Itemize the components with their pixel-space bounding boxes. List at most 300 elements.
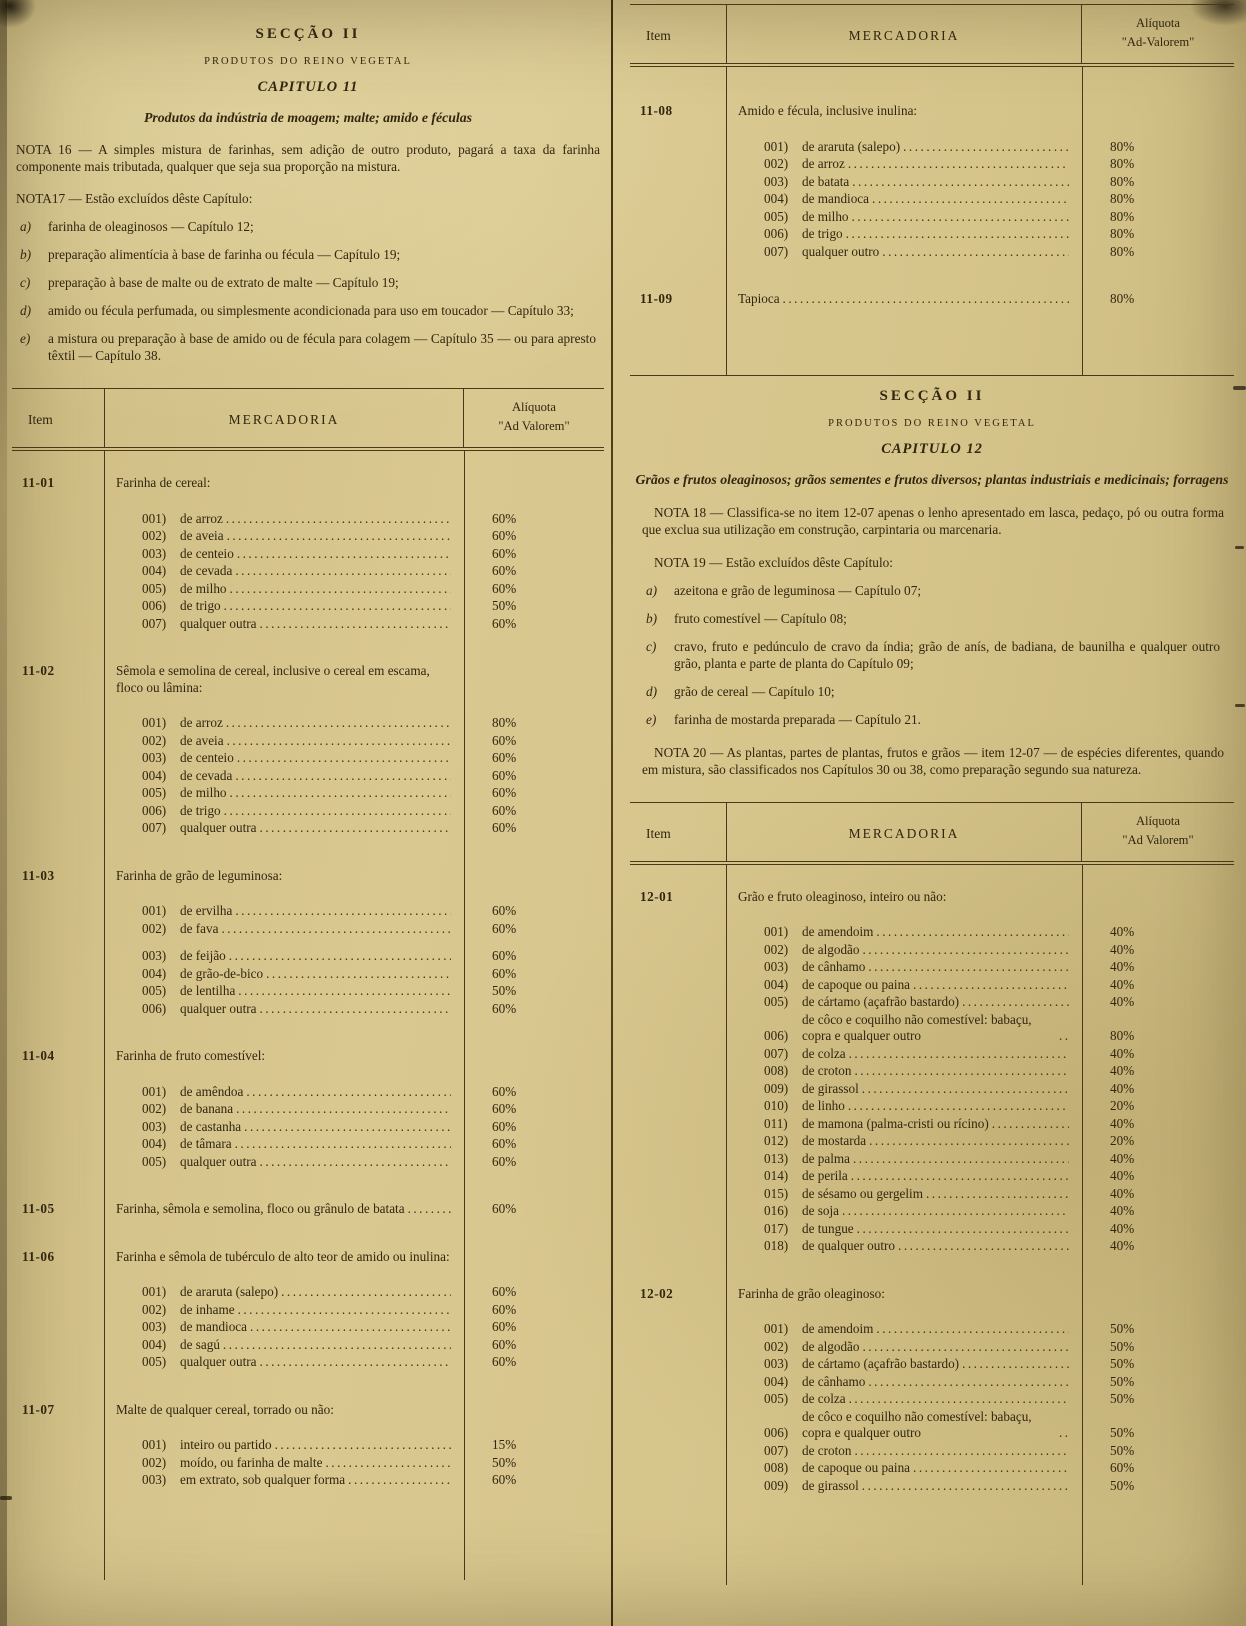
entry-label: de côco e coquilho não comestível: babaçu, copra e qualquer outro [802,1011,1032,1043]
entry-cell [104,803,464,820]
table-row [12,1455,604,1472]
entry-rate: 40% [1110,1063,1135,1078]
table-row [630,1478,1234,1495]
entry-number: 004) [764,1373,789,1389]
item-title: Farinha de fruto comestível: [116,1048,266,1063]
entry-number: 007) [142,615,167,631]
item-title: Farinha de grão oleaginoso: [738,1285,885,1301]
column-header-item: Item [28,412,53,427]
entry-label: de cevada [180,563,233,578]
entry-rate: 50% [1110,1338,1135,1354]
dot-leader [224,598,451,615]
dot-leader [876,1321,1069,1338]
entry-number: 004) [142,1136,167,1151]
table-row [630,1046,1234,1063]
left-column [12,14,604,1580]
table-row [630,209,1234,226]
entry-cell [726,959,1082,976]
entry-label: de linho [802,1098,845,1113]
entry-number: 004) [142,1336,167,1352]
entry-label: de arroz [180,715,223,730]
dot-leader [854,1443,1069,1460]
table-row [630,1081,1234,1098]
entry-list [12,511,604,633]
entry-rate: 50% [492,1454,517,1470]
entry-number: 001) [764,924,789,939]
item-title-cell [726,1286,1082,1303]
entry-label: de tungue [802,1220,854,1236]
entry-rate: 50% [492,598,517,613]
entry-cell [726,924,1082,941]
column-header-mercadoria: MERCADORIA [726,5,1082,63]
entry-rate: 50% [1110,1391,1135,1406]
table-row [12,1201,604,1218]
entry-label: qualquer outra [180,1354,257,1369]
entry-cell [104,1455,464,1472]
dot-leader [348,1472,451,1489]
entry-number: 003) [142,948,167,963]
entry-cell [726,139,1082,156]
entry-label: moído, ou farinha de malte [180,1454,323,1470]
dot-leader [868,1374,1069,1391]
entry-rate: 60% [492,1153,517,1169]
nota-17: NOTA17 — Estão excluídos dêste Capítulo: [16,191,253,206]
entry-rate: 60% [492,1136,517,1151]
table-row [12,868,604,885]
entry-list [12,1084,604,1171]
entry-number: 004) [764,191,789,206]
entry-list [12,1437,604,1489]
entry-rate: 40% [1110,1203,1135,1218]
dot-leader [281,1284,451,1301]
item-code: 11-04 [22,1048,55,1063]
entry-label: de mostarda [802,1133,867,1148]
item-title-cell [104,868,464,885]
dot-leader [250,1319,451,1336]
table-row [12,785,604,802]
entry-label: de sagú [180,1336,220,1352]
section-title: SECÇÃO II [255,26,361,42]
entry-number: 005) [764,1391,789,1406]
entry-cell [104,563,464,580]
exclusion-letter: a) [20,219,32,234]
item-title: Farinha de cereal: [116,475,211,490]
entry-rate: 40% [1110,959,1135,974]
entry-label: de ervilha [180,903,233,918]
entry-label: de aveia [180,528,224,543]
dot-leader [862,1081,1069,1098]
entry-number: 002) [764,156,789,171]
table-row [630,244,1234,261]
tariff-item-block [12,475,604,632]
entry-cell [104,546,464,563]
table-row [12,563,604,580]
entry-label: de cânhamo [802,1373,866,1389]
entry-rate: 60% [492,732,517,748]
entry-cell [104,966,464,983]
chapter-description: Grãos e frutos oleaginosos; grãos sementes e frutos diversos; plantas industriais e medicinais; forragens [635,471,1229,487]
table-row [12,1302,604,1319]
dot-leader [783,291,1069,308]
column-header-aliquota [464,389,604,447]
dot-leader [235,768,451,785]
entry-number: 002) [764,941,789,957]
entry-number: 001) [142,510,167,526]
dot-leader [863,1339,1070,1356]
entry-cell [104,1337,464,1354]
dot-leader [852,174,1069,191]
entry-label: de centeio [180,545,234,561]
exclusion-text: farinha de mostarda preparada — Capítulo 21. [674,711,922,727]
entry-number: 001) [142,1284,167,1299]
entry-number: 004) [142,965,167,981]
entry-cell [104,581,464,598]
aliquota-line2: "Ad Valorem" [498,419,570,433]
dot-leader [846,226,1069,243]
entry-rate: 60% [492,563,517,578]
table-row [12,1354,604,1371]
entry-cell [104,528,464,545]
table-row [630,1203,1234,1220]
item-code: 12-01 [640,888,674,904]
table-header [12,388,604,451]
entry-cell [104,1119,464,1136]
entry-number: 006) [142,598,167,613]
entry-cell [726,1409,1082,1442]
table-row [630,1339,1234,1356]
entry-label: de mamona (palma-cristi ou rícino) [802,1115,989,1131]
table-row [630,156,1234,173]
entry-number: 009) [764,1477,789,1493]
dot-leader [227,528,451,545]
dot-leader [913,977,1069,994]
exclusion-letter: b) [20,247,32,262]
entry-rate: 60% [492,1301,517,1317]
dot-leader [325,1455,451,1472]
entry-label: de palma [802,1150,850,1166]
entry-cell [726,1339,1082,1356]
table-row [12,528,604,545]
entry-cell [104,1101,464,1118]
entry-label: em extrato, sob qualquer forma [180,1472,346,1487]
entry-label: de sésamo ou gergelim [802,1185,923,1201]
table-row [630,174,1234,191]
table-row [630,1186,1234,1203]
entry-number: 013) [764,1150,789,1166]
dot-leader [1059,1028,1069,1045]
column-divider-rule [611,0,613,1626]
entry-cell [726,1356,1082,1373]
entry-label: de colza [802,1391,846,1406]
dot-leader [863,942,1070,959]
entry-label: de capoque ou paina [802,1460,911,1475]
scan-mark [1235,704,1245,707]
entry-number: 008) [764,1063,789,1078]
table-row [630,103,1234,120]
entry-cell [104,511,464,528]
item-title: Farinha e sêmola de tubérculo de alto teor de amido ou inulina: [116,1248,450,1264]
entry-rate: 60% [492,820,517,835]
entry-label: de batata [802,173,850,189]
entry-label: de milho [180,785,227,800]
column-header-aliquota [1082,803,1234,861]
scan-mark [1233,386,1246,390]
entry-label: de feijão [180,948,226,963]
entry-label: de tâmara [180,1136,232,1151]
item-title: Grão e fruto oleaginoso, inteiro ou não: [738,888,947,904]
exclusion-item [644,638,1224,672]
table-row [12,1437,604,1454]
table-row [630,977,1234,994]
table-row [12,598,604,615]
table-row [12,1472,604,1489]
entry-number: 001) [142,1083,167,1099]
entry-rate: 60% [492,1284,517,1299]
entry-rate: 80% [1110,138,1135,154]
dot-leader [260,820,451,837]
table-row [630,1238,1234,1255]
entry-number: 012) [764,1133,789,1148]
entry-cell [104,1472,464,1489]
entry-rate: 40% [1110,1150,1135,1166]
entry-label: de mandioca [180,1319,248,1334]
item-code: 11-05 [22,1201,55,1216]
table-header [630,802,1234,865]
entry-cell [726,1321,1082,1338]
entry-cell [726,226,1082,243]
chapter-title: CAPITULO 11 [257,79,359,95]
exclusion-item [18,330,600,364]
entry-rate: 60% [492,1354,517,1369]
entry-label: de inhame [180,1301,235,1317]
entry-label: de araruta (salepo) [802,138,901,154]
dot-leader [872,191,1069,208]
entry-number: 006) [142,802,167,818]
item-title: Farinha de grão de leguminosa: [116,867,283,883]
table-row [12,733,604,750]
exclusion-text: azeitona e grão de leguminosa — Capítulo 07; [674,582,922,598]
entry-cell [726,1238,1082,1255]
entry-cell [104,768,464,785]
column-header-mercadoria: MERCADORIA [726,803,1082,861]
table-row [630,959,1234,976]
table-row [630,1356,1234,1373]
dot-leader [244,1119,451,1136]
entry-cell [104,1319,464,1336]
entry-label: de cânhamo [802,959,866,974]
entry-cell [104,1284,464,1301]
tariff-item-block [12,1201,604,1218]
entry-number: 006) [764,226,789,241]
entry-label: de algodão [802,941,860,957]
entry-cell [726,209,1082,226]
entry-label: de castanha [180,1118,242,1134]
table-row [630,139,1234,156]
dot-leader [230,785,451,802]
entry-cell [726,1374,1082,1391]
entry-label: de aveia [180,732,224,748]
scan-edge-shadow [0,0,7,1626]
entry-label: qualquer outro [802,243,880,259]
entry-cell [104,1354,464,1371]
entry-rate: 20% [1110,1133,1135,1148]
entry-rate: 50% [1110,1373,1135,1389]
entry-rate: 40% [1110,941,1135,957]
aliquota-line2: "Ad-Valorem" [1121,35,1195,49]
dot-leader [848,1098,1069,1115]
table-vertical-rule [726,865,727,1586]
table-row [12,948,604,965]
dot-leader [260,1001,451,1018]
dot-leader [260,1154,451,1171]
entry-rate: 60% [492,545,517,561]
tariff-table-ch11 [12,388,604,1580]
entry-label: de perila [802,1168,848,1183]
table-row [630,1098,1234,1115]
entry-label: de soja [802,1203,839,1218]
entry-label: qualquer outra [180,1153,257,1169]
table-vertical-rule [1082,67,1083,375]
entry-label: de araruta (salepo) [180,1284,279,1299]
entry-label: de croton [802,1442,852,1458]
section-title: SECÇÃO II [879,387,985,404]
entry-number: 003) [764,959,789,974]
dot-leader [237,750,451,767]
column-header-aliquota [1082,5,1234,63]
chapter-description: Produtos da indústria de moagem; malte; amido e féculas [143,110,473,125]
entry-number: 005) [142,1153,167,1169]
dot-leader [238,983,451,1000]
entry-rate: 60% [492,1336,517,1352]
dot-leader [246,1084,451,1101]
tariff-item-block [12,868,604,1018]
dot-leader [260,616,451,633]
entry-cell [104,820,464,837]
entry-number: 005) [142,785,167,800]
aliquota-line1: Alíquota [1135,16,1181,30]
table-header [630,4,1234,67]
item-rate: 60% [492,1201,517,1216]
nota-19: NOTA 19 — Estão excluídos dêste Capítulo: [654,554,893,570]
table-row [630,1063,1234,1080]
entry-label: de amendoim [802,924,874,939]
tariff-item-block [630,889,1234,1255]
entry-number: 005) [142,1354,167,1369]
dot-leader [235,563,451,580]
entry-label: de girassol [802,1477,859,1493]
table-row [12,1001,604,1018]
tariff-item-block [12,663,604,837]
table-row [630,1116,1234,1133]
table-row [12,1249,604,1266]
entry-label: de fava [180,920,219,936]
entry-number: 002) [142,732,167,748]
dot-leader [260,1354,451,1371]
entry-number: 015) [764,1185,789,1201]
entry-label: de mandioca [802,191,870,206]
entry-rate: 80% [1110,1028,1135,1043]
entry-number: 003) [764,1356,789,1371]
entry-cell [726,1443,1082,1460]
table-vertical-rule [464,451,465,1580]
item-title-cell [726,103,1082,120]
table-row [630,1460,1234,1477]
table-row [12,1319,604,1336]
table-vertical-rule [1082,865,1083,1586]
entry-number: 005) [764,208,789,224]
entry-cell [104,1084,464,1101]
entry-cell [104,983,464,1000]
exclusion-text: grão de cereal — Capítulo 10; [674,683,835,699]
entry-cell [726,156,1082,173]
entry-cell [726,977,1082,994]
entry-list [12,715,604,837]
dot-leader [852,209,1069,226]
dot-leader [849,1391,1069,1408]
table-row [12,966,604,983]
table-row [630,889,1234,906]
entry-rate: 60% [492,920,517,936]
dot-leader [842,1203,1069,1220]
entry-label: de cártamo (açafrão bastardo) [802,1356,960,1371]
dot-leader [851,1168,1069,1185]
entry-rate: 40% [1110,1115,1135,1131]
entry-number: 002) [142,528,167,543]
right-column [630,0,1234,1585]
entry-number: 001) [142,715,167,730]
dot-leader [226,511,451,528]
entry-rate: 40% [1110,1185,1135,1201]
dot-leader [903,139,1069,156]
table-vertical-rule [104,451,105,1580]
tariff-item-block [12,1048,604,1170]
entry-cell [726,1046,1082,1063]
entry-rate: 40% [1110,994,1135,1009]
entry-number: 014) [764,1168,789,1183]
table-row [12,768,604,785]
table-body [630,67,1234,375]
entry-rate: 60% [492,903,517,918]
entry-number: 007) [764,243,789,259]
column-header-mercadoria: MERCADORIA [104,389,464,447]
tariff-item-block [630,1286,1234,1495]
table-row [12,581,604,598]
entry-label: de cártamo (açafrão bastardo) [802,994,960,1009]
entry-label: de milho [180,580,227,596]
entry-number: 002) [142,1101,167,1116]
dot-leader [235,903,451,920]
table-row [630,1409,1234,1442]
entry-rate: 80% [1110,226,1135,241]
entry-rate: 15% [492,1437,517,1452]
tariff-table-ch11-continued [630,4,1234,375]
entry-label: de côco e coquilho não comestível: babaçu, copra e qualquer outro [802,1408,1032,1440]
table-row [12,1402,604,1419]
entry-cell [104,1001,464,1018]
entry-cell [726,1478,1082,1495]
tariff-table-ch12 [630,802,1234,1586]
table-row [12,820,604,837]
entry-number: 002) [142,1454,167,1470]
entry-number: 006) [142,1000,167,1016]
entry-cell [726,174,1082,191]
exclusion-letter: c) [646,638,657,654]
table-vertical-rule [726,67,727,375]
table-row [12,803,604,820]
entry-rate: 60% [492,767,517,783]
section-subtitle: PRODUTOS DO REINO VEGETAL [828,417,1036,429]
item-code: 11-02 [22,663,55,678]
